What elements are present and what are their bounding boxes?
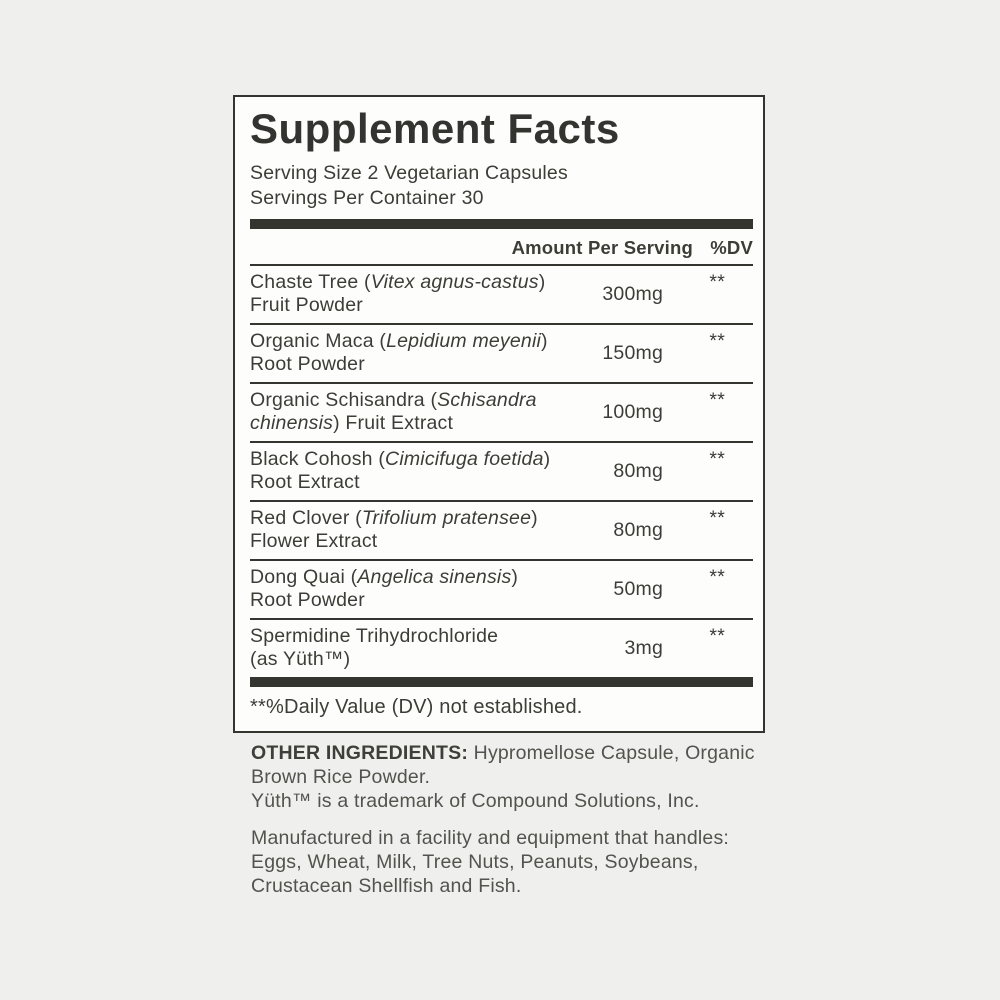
- ingredient-name: Spermidine Trihydrochloride (as Yüth™): [250, 625, 499, 670]
- amount-per-serving-header: Amount Per Serving: [511, 237, 693, 258]
- ingredient-amount: 150mg: [602, 341, 663, 364]
- ingredient-row: [250, 264, 753, 323]
- ingredient-amount: 80mg: [613, 518, 663, 541]
- ingredient-amount: 80mg: [613, 459, 663, 482]
- ingredient-name: Chaste Tree (Vitex agnus-castus) Fruit Powder: [250, 271, 546, 316]
- ingredient-dv: **: [709, 330, 725, 352]
- table-header: [250, 229, 753, 264]
- notes-section: [251, 741, 771, 898]
- allergen-line-2: Eggs, Wheat, Milk, Tree Nuts, Peanuts, Soybeans,: [251, 851, 699, 873]
- other-ingredients-text: Hypromellose Capsule, Organic: [473, 742, 755, 764]
- allergen-line-3: Crustacean Shellfish and Fish.: [251, 875, 522, 897]
- ingredient-name: Red Clover (Trifolium pratensee) Flower Extract: [250, 507, 538, 552]
- dv-footnote: **%Daily Value (DV) not established.: [250, 696, 583, 718]
- ingredient-amount: 50mg: [613, 577, 663, 600]
- serving-info: [250, 161, 753, 210]
- ingredient-row: [250, 323, 753, 382]
- ingredient-rows: [250, 264, 753, 677]
- ingredient-dv: **: [709, 566, 725, 588]
- ingredient-row: [250, 559, 753, 618]
- serving-size-line: Serving Size 2 Vegetarian Capsules: [250, 162, 568, 184]
- panel-title: Supplement Facts: [250, 105, 620, 152]
- ingredient-row: [250, 618, 753, 677]
- ingredient-row: [250, 500, 753, 559]
- ingredient-row: [250, 382, 753, 441]
- servings-per-container-line: Servings Per Container 30: [250, 186, 484, 209]
- ingredient-name: Organic Schisandra (Schisandra chinensis) Fruit Extract: [250, 389, 537, 434]
- ingredient-dv: **: [709, 507, 725, 529]
- ingredient-name: Black Cohosh (Cimicifuga foetida) Root Extract: [250, 448, 551, 493]
- ingredient-dv: **: [709, 625, 725, 647]
- other-ingredients-line-1: [251, 741, 771, 765]
- ingredient-dv: **: [709, 448, 725, 470]
- ingredient-name: Organic Maca (Lepidium meyenii) Root Powder: [250, 330, 548, 375]
- ingredient-dv: **: [709, 389, 725, 411]
- ingredient-amount: 3mg: [624, 636, 663, 659]
- other-ingredients-line-2: Brown Rice Powder.: [251, 766, 431, 788]
- ingredient-amount: 300mg: [602, 282, 663, 305]
- ingredient-amount: 100mg: [602, 400, 663, 423]
- dv-header: %DV: [710, 237, 753, 258]
- divider-thick-bottom: [250, 677, 753, 687]
- other-ingredients-label: OTHER INGREDIENTS:: [251, 742, 469, 764]
- ingredient-row: [250, 441, 753, 500]
- trademark-line: Yüth™ is a trademark of Compound Solutions, Inc.: [251, 790, 700, 812]
- allergen-line-1: Manufactured in a facility and equipment that handles:: [251, 827, 730, 849]
- divider-thick-top: [250, 219, 753, 229]
- ingredient-dv: **: [709, 271, 725, 293]
- supplement-facts-panel: [233, 95, 765, 733]
- ingredient-name: Dong Quai (Angelica sinensis) Root Powder: [250, 566, 519, 611]
